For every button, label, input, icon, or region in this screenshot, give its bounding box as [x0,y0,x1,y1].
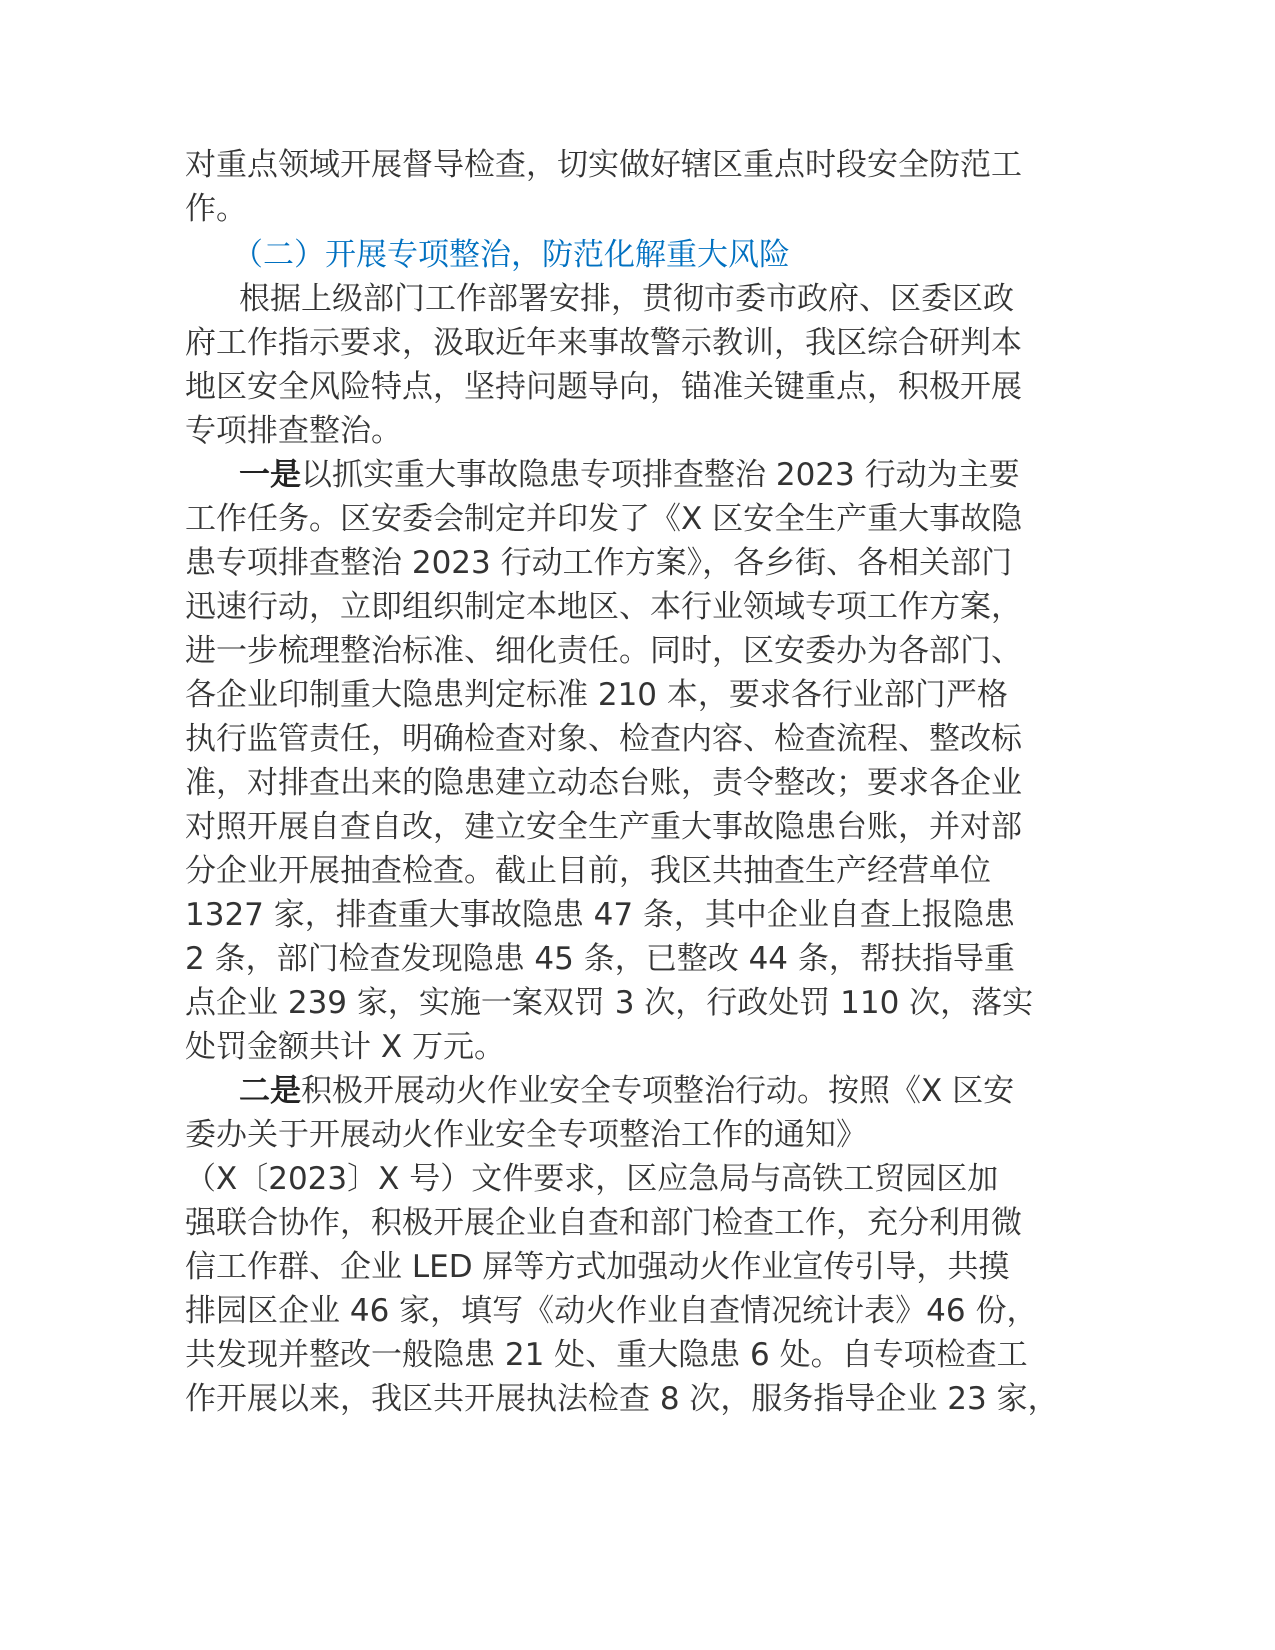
point-lead: 二是 [239,1073,301,1109]
paragraph-line: 作开展以来，我区共开展执法检查 8 次，服务指导企业 23 家， [185,1381,1059,1417]
paragraph-line: 分企业开展抽查检查。截止目前，我区共抽查生产经营单位 [185,853,991,889]
paragraph-line: 准，对排查出来的隐患建立动态台账，责令整改；要求各企业 [185,765,1022,801]
paragraph-line: 府工作指示要求，汲取近年来事故警示教训，我区综合研判本 [185,325,1022,361]
paragraph-line: 处罚金额共计 X 万元。 [185,1029,505,1065]
paragraph-line: 执行监管责任，明确检查对象、检查内容、检查流程、整改标 [185,721,1022,757]
paragraph-line: 排园区企业 46 家，填写《动火作业自查情况统计表》46 份， [185,1293,1038,1329]
paragraph-line: 迅速行动，立即组织制定本地区、本行业领域专项工作方案， [185,589,1022,625]
paragraph-line: 各企业印制重大隐患判定标准 210 本，要求各行业部门严格 [185,677,1008,713]
paragraph-line: 信工作群、企业 LED 屏等方式加强动火作业宣传引导，共摸 [185,1249,1010,1285]
paragraph-line: （X〔2023〕X 号）文件要求，区应急局与高铁工贸园区加 [185,1161,999,1197]
paragraph-line: 作。 [185,191,247,227]
paragraph-line: 2 条，部门检查发现隐患 45 条，已整改 44 条，帮扶指导重 [185,941,1015,977]
paragraph-line: 对重点领域开展督导检查，切实做好辖区重点时段安全防范工 [185,147,1022,183]
paragraph-first-line [239,452,1020,498]
paragraph-line: 对照开展自查自改，建立安全生产重大事故隐患台账，并对部 [185,809,1022,845]
paragraph-text: 以抓实重大事故隐患专项排查整治 2023 行动为主要 [301,457,1020,493]
paragraph-line: 患专项排查整治 2023 行动工作方案》，各乡街、各相关部门 [185,545,1013,581]
paragraph-line: 根据上级部门工作部署安排，贯彻市委市政府、区委区政 [239,281,1014,317]
paragraph-line: 强联合协作，积极开展企业自查和部门检查工作，充分利用微 [185,1205,1022,1241]
paragraph-text: 积极开展动火作业安全专项整治行动。按照《X 区安 [301,1073,1015,1109]
paragraph-line: 点企业 239 家，实施一案双罚 3 次，行政处罚 110 次，落实 [185,985,1034,1021]
paragraph-line: 进一步梳理整治标准、细化责任。同时，区安委办为各部门、 [185,633,1022,669]
paragraph-line: 地区安全风险特点，坚持问题导向，锚准关键重点，积极开展 [185,369,1022,405]
paragraph-line: 共发现并整改一般隐患 21 处、重大隐患 6 处。自专项检查工 [185,1337,1028,1373]
section-heading: （二）开展专项整治，防范化解重大风险 [232,237,790,273]
paragraph-line: 1327 家，排查重大事故隐患 47 条，其中企业自查上报隐患 [185,897,1015,933]
paragraph-first-line [239,1068,1014,1114]
paragraph-line: 专项排查整治。 [185,413,402,449]
paragraph-line: 工作任务。区安委会制定并印发了《X 区安全生产重大事故隐 [185,501,1023,537]
paragraph-line: 委办关于开展动火作业安全专项整治工作的通知》 [185,1117,867,1153]
point-lead: 一是 [239,457,301,493]
